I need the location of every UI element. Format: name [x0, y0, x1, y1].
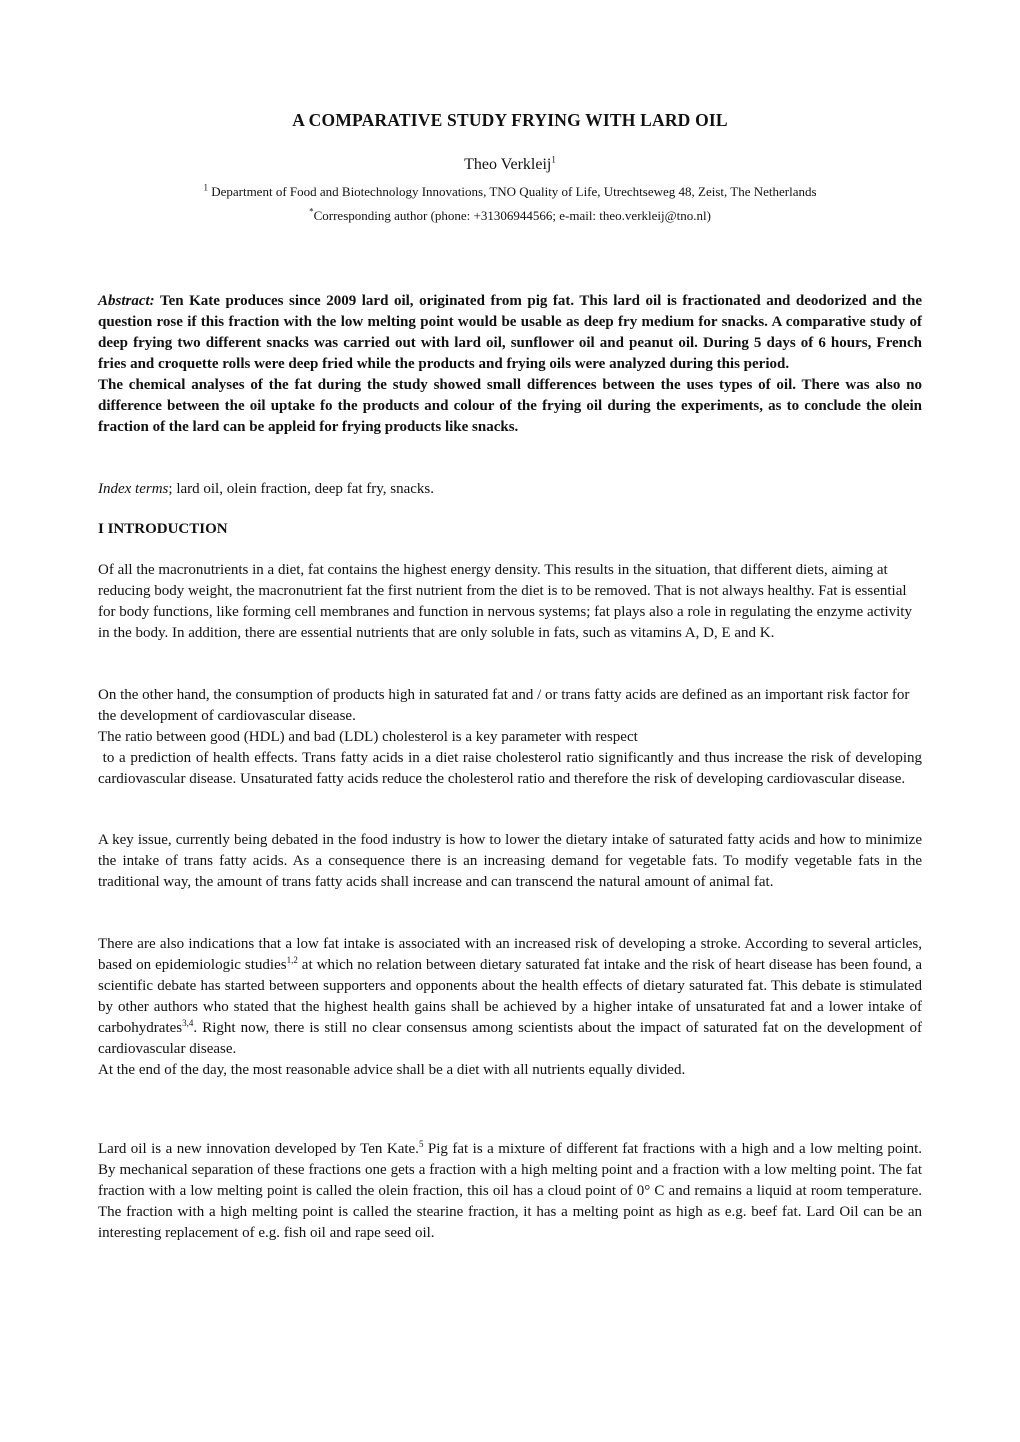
intro-paragraph-4-part-d: At the end of the day, the most reasonable advice shall be a diet with all nutrients equally divided.	[98, 1062, 686, 1078]
corresponding-author-text: Corresponding author (phone: +31306944566; e-mail: theo.verkleij@tno.nl)	[313, 208, 711, 223]
intro-paragraph-4	[98, 934, 922, 1081]
intro-paragraph-2-part-b: The ratio between good (HDL) and bad (LDL) cholesterol is a key parameter with respect	[98, 729, 638, 745]
index-terms	[98, 479, 922, 500]
intro-paragraph-5-part-b: Pig fat is a mixture of different fat fractions with a high and a low melting point. By mechanical separation of these fractions one gets a fraction with a high melting point and a fraction with a low melting point. The fat fraction with a low melting point is called the olein fraction, this oil has a cloud point of 0° C and remains a liquid at room temperature. The fraction with a high melting point is called the stearine fraction, it has a melting point as high as e.g. beef fat. Lard Oil can be an interesting replacement of e.g. fish oil and rape seed oil.	[98, 1141, 923, 1241]
citation-3-4: 3,4	[182, 1018, 194, 1028]
intro-paragraph-4-part-c: . Right now, there is still no clear consensus among scientists about the impact of saturated fat on the development of cardiovascular disease.	[98, 1020, 922, 1057]
intro-paragraph-2-part-a: On the other hand, the consumption of products high in saturated fat and / or trans fatty acids are defined as an important risk factor for the development of cardiovascular disease.	[98, 687, 910, 724]
affiliation-line	[0, 184, 1020, 200]
index-terms-text: ; lard oil, olein fraction, deep fat fry, snacks.	[168, 481, 435, 497]
intro-paragraph-4-part-b: at which no relation between dietary saturated fat intake and the risk of heart disease has been found, a scientific debate has started between supporters and opponents about the health effects of dietary saturated fat. This debate is stimulated by other authors who stated that the highest health gains shall be achieved by a higher intake of unsaturated fat and a lower intake of carbohydrates	[98, 957, 922, 1036]
abstract-paragraph-1	[98, 291, 922, 375]
abstract-label: Abstract:	[98, 293, 155, 309]
paper-title: A COMPARATIVE STUDY FRYING WITH LARD OIL	[292, 110, 728, 130]
intro-paragraph-5-part-a: Lard oil is a new innovation developed by Ten Kate.	[98, 1141, 419, 1157]
intro-paragraph-2	[98, 685, 926, 790]
intro-paragraph-3: A key issue, currently being debated in the food industry is how to lower the dietary intake of saturated fatty acids and how to minimize the intake of trans fatty acids. As a consequence there is an increasing demand for vegetable fats. To modify vegetable fats in the traditional way, the amount of trans fatty acids shall increase and can transcend the natural amount of animal fat.	[98, 832, 922, 890]
intro-paragraph-4-main	[98, 934, 922, 1060]
section-heading-introduction: I INTRODUCTION	[98, 521, 228, 537]
intro-paragraph-5	[98, 1139, 922, 1244]
citation-1-2: 1,2	[286, 955, 298, 965]
index-terms-label: Index terms	[98, 481, 169, 497]
abstract	[98, 291, 922, 438]
abstract-paragraph-2: The chemical analyses of the fat during the study showed small differences between the uses types of oil. There was also no difference between the oil uptake fo the products and colour of the frying oil during the experiments, as to conclude the olein fraction of the lard can be appleid for frying products like snacks.	[98, 377, 922, 435]
affiliation-marker: 1	[203, 182, 208, 193]
intro-paragraph-1: Of all the macronutrients in a diet, fat contains the highest energy density. This results in the situation, that different diets, aiming at reducing body weight, the macronutrient fat the first nutrient from the diet is to be removed. That is not always healthy. Fat is essential for body functions, like forming cell membranes and function in nervous systems; fat plays also a role in regulating the enzyme activity in the body. In addition, there are essential nutrients that are only soluble in fats, such as vitamins A, D, E and K.	[98, 562, 912, 641]
intro-paragraph-2-part-c: to a prediction of health effects. Trans fatty acids in a diet raise cholesterol ratio significantly and thus increase the risk of developing cardiovascular disease. Unsaturated fatty acids reduce the cholesterol ratio and therefore the risk of developing cardiovascular disease.	[98, 750, 926, 787]
corresponding-marker: *	[309, 206, 314, 217]
citation-5: 5	[418, 1139, 424, 1149]
author-affiliation-marker: 1	[551, 154, 556, 165]
corresponding-author-line	[0, 208, 1020, 224]
intro-paragraph-4-part-a: There are also indications that a low fat intake is associated with an increased risk of developing a stroke. According to several articles, based on epidemiologic studies	[98, 936, 922, 973]
author-name: Theo Verkleij	[464, 156, 552, 173]
abstract-text-1: Ten Kate produces since 2009 lard oil, originated from pig fat. This lard oil is fractionated and deodorized and the question rose if this fraction with the low melting point would be usable as deep fry medium for snacks. A comparative study of deep frying two different snacks was carried out with lard oil, sunflower oil and peanut oil. During 5 days of 6 hours, French fries and croquette rolls were deep fried while the products and frying oils were analyzed during this period.	[98, 293, 922, 372]
author-line	[0, 156, 1020, 174]
affiliation-text: Department of Food and Biotechnology Innovations, TNO Quality of Life, Utrechtseweg 48, Zeist, The Netherlands	[211, 184, 817, 199]
